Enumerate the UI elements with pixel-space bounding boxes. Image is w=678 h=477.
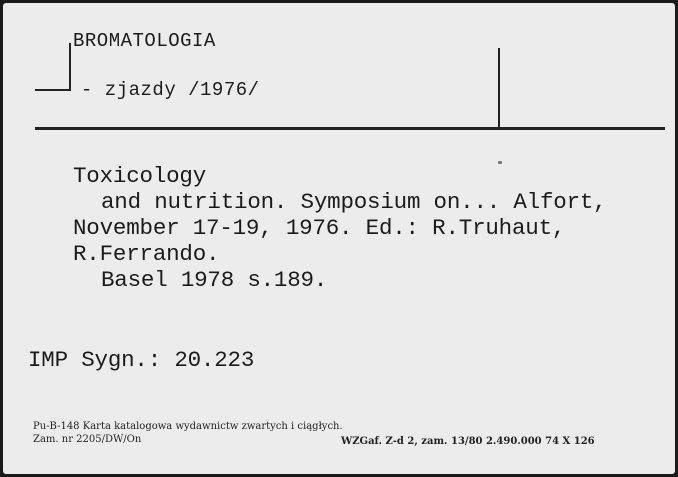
entry-line-1: Toxicology [73, 163, 207, 189]
footer-printer-info: WZGaf. Z-d 2, zam. 13/80 2.490.000 74 X 126 [341, 436, 595, 447]
smudge-mark [498, 161, 502, 164]
entry-line-3: November 17-19, 1976. Ed.: R.Truhaut, [73, 215, 566, 241]
heading-rule [35, 127, 665, 130]
catalog-card [3, 3, 675, 474]
heading-bracket-vertical [69, 43, 71, 90]
subject-subdivision: - zjazdy /1976/ [81, 79, 260, 101]
entry-line-2: and nutrition. Symposium on... Alfort, [101, 189, 607, 215]
entry-line-4: R.Ferrando. [73, 241, 220, 267]
subject-heading: BROMATOLOGIA [73, 30, 216, 52]
footer-order-number: Zam. nr 2205/DW/On [33, 434, 142, 445]
column-divider-line [498, 48, 500, 130]
entry-line-5: Basel 1978 s.189. [101, 267, 328, 293]
call-number: IMP Sygn.: 20.223 [28, 347, 255, 373]
footer-form-title: Pu-B-148 Karta katalogowa wydawnictw zwartych i ciągłych. [33, 421, 343, 432]
heading-bracket-horizontal [35, 89, 71, 91]
